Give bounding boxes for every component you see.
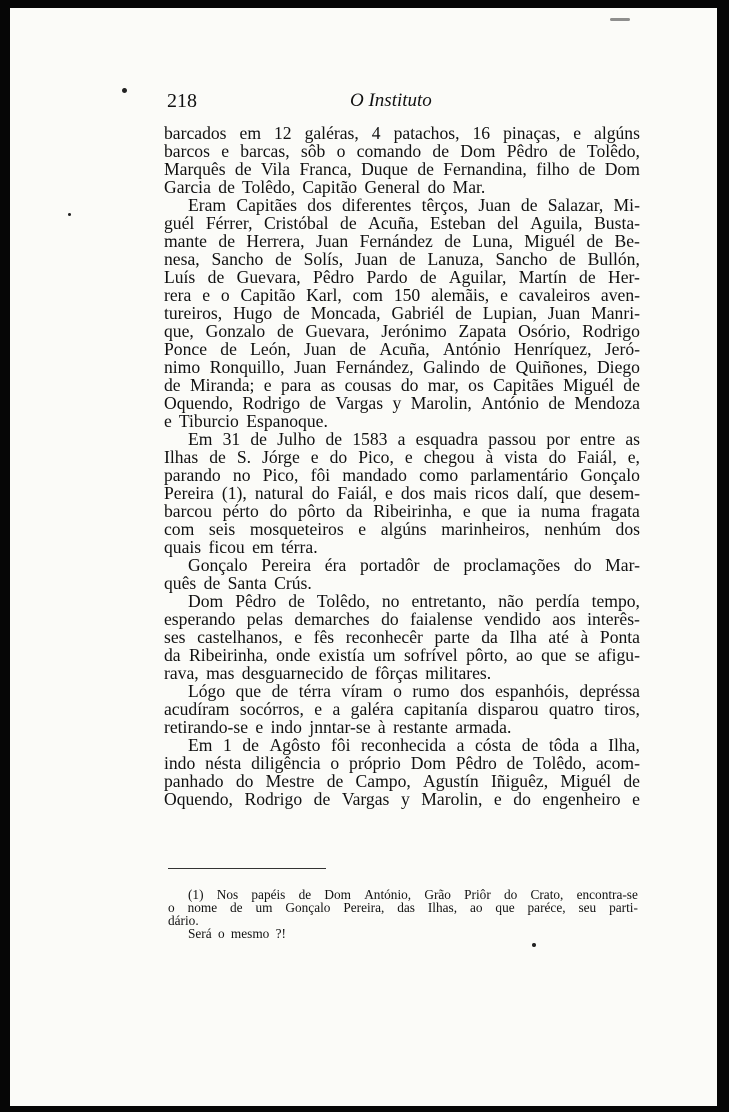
footnote-line: (1) Nos papéis de Dom António, Grão Priôr do Crato, encontra-se	[188, 887, 638, 902]
text-line: de Miranda; e para as cousas do mar, os Capitães Miguél de	[164, 375, 640, 395]
text-line: barcados em 12 galéras, 4 patachos, 16 pinaças, e algúns	[164, 123, 640, 143]
text-line: barcou pérto do pôrto da Ribeirinha, e que ia numa fragata	[164, 501, 640, 521]
text-line: Em 31 de Julho de 1583 a esquadra passou por entre as	[188, 429, 640, 449]
running-title: O Instituto	[350, 90, 432, 111]
page-header	[10, 90, 717, 120]
ink-speck	[532, 943, 536, 947]
text-line: Ponce de León, Juan de Acuña, António Henríquez, Jeró-	[164, 339, 640, 359]
text-line: nimo Ronquillo, Juan Fernández, Galindo de Quiñones, Diego	[164, 357, 640, 377]
text-line: ses castelhanos, e fês reconhecêr parte da Ilha até à Ponta	[164, 627, 640, 647]
text-line: Dom Pêdro de Tolêdo, no entretanto, não perdía tempo,	[188, 591, 640, 611]
text-line: mante de Herrera, Juan Fernández de Luna, Miguél de Be-	[164, 231, 640, 251]
text-line: quais ficou em térra.	[164, 537, 318, 557]
text-line: Luís de Guevara, Pêdro Pardo de Aguilar, Martín de Her-	[164, 267, 640, 287]
text-line: Garcia de Tolêdo, Capitão General do Mar.	[164, 177, 486, 197]
ink-speck	[68, 213, 71, 216]
text-line: panhado do Mestre de Campo, Agustín Iñiguêz, Miguél de	[164, 771, 640, 791]
text-line: Gonçalo Pereira éra portadôr de proclamações do Mar-	[188, 555, 640, 575]
text-line: tureiros, Hugo de Moncada, Gabriél de Lupian, Juan Manri-	[164, 303, 640, 323]
text-line: nesa, Sancho de Solís, Juan de Lanuza, Sancho de Bullón,	[164, 249, 640, 269]
text-line: Pereira (1), natural do Faiál, e dos mais ricos dalí, que desem-	[164, 483, 640, 503]
footnote-rule	[168, 868, 326, 869]
text-line: rava, mas desguarnecido de fôrças militares.	[164, 663, 492, 683]
text-line: que, Gonzalo de Guevara, Jerónimo Zapata Osório, Rodrigo	[164, 321, 640, 341]
page-number: 218	[167, 90, 197, 112]
text-line: indo nésta diligência o próprio Dom Pêdro de Tolêdo, acom-	[164, 753, 640, 773]
footnote-line: dário.	[168, 913, 199, 928]
text-line: e Tiburcio Espanoque.	[164, 411, 328, 431]
text-line: Oquendo, Rodrigo de Vargas y Marolin, António de Mendoza	[164, 393, 640, 413]
text-line: rera e o Capitão Karl, com 150 alemãis, e cavaleiros aven-	[164, 285, 640, 305]
text-line: Marquês de Vila Franca, Duque de Fernandina, filho de Dom	[164, 159, 640, 179]
ink-smudge	[610, 18, 630, 21]
text-line: Eram Capitães dos diferentes têrços, Juan de Salazar, Mi-	[188, 195, 640, 215]
text-line: retirando-se e indo jnntar-se à restante armada.	[164, 717, 512, 737]
footnote-line: o nome de um Gonçalo Pereira, das Ilhas, ao que paréce, seu parti-	[168, 900, 638, 915]
text-line: da Ribeirinha, onde existía um sofrível pôrto, ao que se afigu-	[164, 645, 640, 665]
text-line: esperando pelas demarches do faialense vendido aos interês-	[164, 609, 640, 629]
text-line: Oquendo, Rodrigo de Vargas y Marolin, e do engenheiro e	[164, 789, 640, 809]
text-line: barcos e barcas, sôb o comando de Dom Pêdro de Tolêdo,	[164, 141, 640, 161]
text-line: Ilhas de S. Jórge e do Pico, e chegou à vista do Faiál, e,	[164, 447, 640, 467]
text-line: parando no Pico, fôi mandado como parlamentário Gonçalo	[164, 465, 640, 485]
text-line: quês de Santa Crús.	[164, 573, 312, 593]
book-page	[10, 8, 717, 1106]
footnote-line: Será o mesmo ?!	[188, 926, 286, 941]
text-line: acudíram socórros, e a galéra capitanía disparou quatro tiros,	[164, 699, 640, 719]
body-text	[164, 124, 640, 808]
text-line: Em 1 de Agôsto fôi reconhecida a cósta de tôda a Ilha,	[188, 735, 640, 755]
text-line: guél Férrer, Cristóbal de Acuña, Esteban del Aguila, Busta-	[164, 213, 640, 233]
footnotes	[168, 888, 638, 940]
text-line: Lógo que de térra víram o rumo dos espanhóis, depréssa	[188, 681, 640, 701]
text-line: com seis mosqueteiros e algúns marinheiros, nenhúm dos	[164, 519, 640, 539]
